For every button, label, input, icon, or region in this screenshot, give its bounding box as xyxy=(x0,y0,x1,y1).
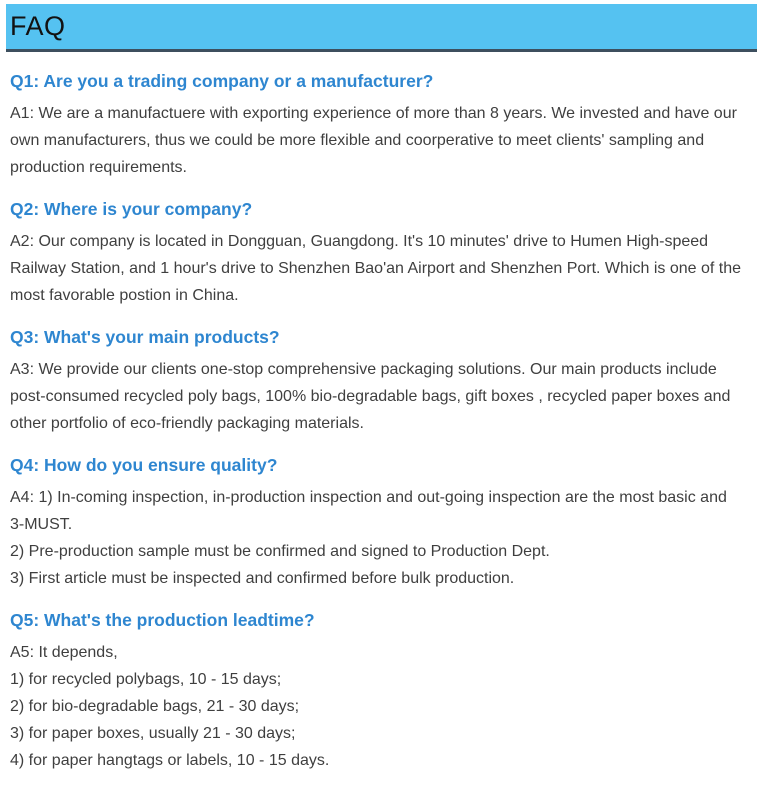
answer-line: A3: We provide our clients one-stop comprehensive packaging solutions. Our main products include post-consumed recycled poly bags, 100% bio-degradable bags, gift boxes , recycled paper boxes and other portfolio of eco-friendly packaging materials. xyxy=(10,361,731,432)
faq-item-q5 xyxy=(10,610,745,774)
answer-line: A4: 1) In-coming inspection, in-production inspection and out-going inspection are the most basic and 3-MUST. xyxy=(10,489,727,533)
faq-question: Q1: Are you a trading company or a manufacturer? xyxy=(10,71,434,91)
answer-line: A2: Our company is located in Dongguan, Guangdong. It's 10 minutes' drive to Humen High-speed Railway Station, and 1 hour's drive to Shenzhen Bao'an Airport and Shenzhen Port. Which is one of the most favorable postion in China. xyxy=(10,233,741,304)
answer-line: 3) for paper boxes, usually 21 - 30 days; xyxy=(10,725,296,742)
answer-line: 3) First article must be inspected and confirmed before bulk production. xyxy=(10,570,515,587)
faq-item-q3 xyxy=(10,327,745,437)
answer-line: A1: We are a manufactuere with exporting experience of more than 8 years. We invested and have our own manufacturers, thus we could be more flexible and coorperative to meet clients' sampling and production requirements. xyxy=(10,105,737,176)
faq-question: Q5: What's the production leadtime? xyxy=(10,610,315,630)
answer-line: A5: It depends, xyxy=(10,644,118,661)
faq-item-q1 xyxy=(10,71,745,181)
faq-item-q4 xyxy=(10,455,745,592)
faq-question: Q2: Where is your company? xyxy=(10,199,253,219)
faq-item-q2 xyxy=(10,199,745,309)
answer-line: 1) for recycled polybags, 10 - 15 days; xyxy=(10,671,282,688)
faq-question: Q3: What's your main products? xyxy=(10,327,280,347)
faq-content xyxy=(0,52,765,788)
answer-line: 2) Pre-production sample must be confirmed and signed to Production Dept. xyxy=(10,543,550,560)
faq-answer xyxy=(10,100,745,181)
faq-answer xyxy=(10,356,745,437)
faq-answer xyxy=(10,228,745,309)
answer-line: 2) for bio-degradable bags, 21 - 30 days; xyxy=(10,698,300,715)
faq-question: Q4: How do you ensure quality? xyxy=(10,455,278,475)
faq-answer xyxy=(10,639,745,774)
faq-header-bar xyxy=(6,4,757,52)
faq-answer xyxy=(10,484,745,592)
answer-line: 4) for paper hangtags or labels, 10 - 15 days. xyxy=(10,752,330,769)
page-title: FAQ xyxy=(10,11,66,41)
